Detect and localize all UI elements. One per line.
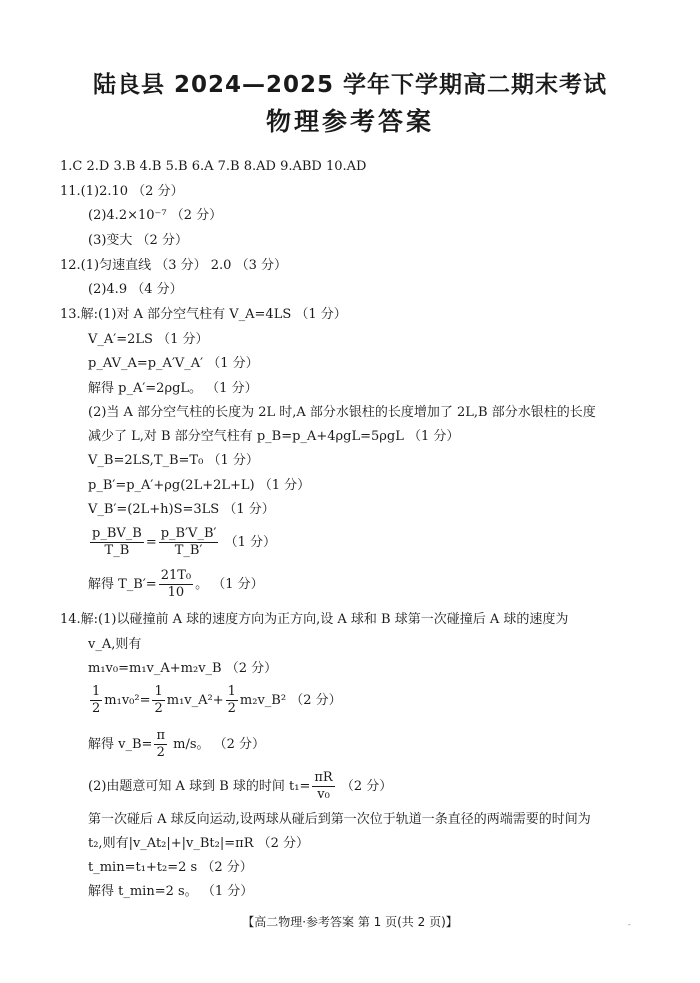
- page-footer: 【高二物理·参考答案 第 1 页(共 2 页)】: [242, 915, 458, 929]
- line-text: m₁v₀²=: [104, 693, 151, 708]
- fraction-denominator: T_B: [104, 543, 130, 558]
- fraction: [312, 770, 334, 803]
- answer-line-14-6: [88, 770, 392, 803]
- answer-line-14-9: t_min=t₁+t₂=2 s （2 分）: [88, 860, 253, 875]
- answer-line-13-2: V_A′=2LS （1 分）: [88, 332, 209, 347]
- fraction-denominator: 2: [227, 701, 236, 716]
- fraction: [159, 526, 219, 559]
- page-subtitle: 物理参考答案: [265, 107, 434, 136]
- fraction-numerator: p_BV_B: [92, 526, 142, 541]
- fraction-denominator: T_B′: [174, 543, 203, 558]
- answer-line-14-8: t₂,则有|v_At₂|+|v_Bt₂|=πR （2 分）: [88, 836, 310, 851]
- fraction-denominator: 10: [167, 585, 185, 600]
- fraction-numerator: 1: [227, 684, 236, 699]
- score-note: （2 分）: [336, 779, 393, 794]
- answer-line-13-3: p_AV_A=p_A′V_A′ （1 分）: [88, 356, 259, 371]
- fraction: [159, 568, 193, 601]
- answer-line-13-11: [88, 568, 264, 601]
- answer-line-13-1: 13.解:(1)对 A 部分空气柱有 V_A=4LS （1 分）: [60, 307, 347, 322]
- fraction: [154, 728, 167, 761]
- line-text: 解得 T_B′=: [88, 577, 157, 592]
- score-note: 。 （1 分）: [195, 577, 264, 592]
- answer-line-13-6: 减少了 L,对 B 部分空气柱有 p_B=p_A+4ρgL=5ρgL （1 分）: [88, 429, 460, 444]
- fraction-numerator: πR: [314, 770, 333, 785]
- fraction: [90, 526, 144, 559]
- answer-line-13-9: V_B′=(2L+h)S=3LS （1 分）: [88, 502, 275, 517]
- line-text: 解得 v_B=: [88, 737, 153, 752]
- fraction-denominator: 2: [92, 701, 101, 716]
- score-note: m/s。 （2 分）: [168, 737, 266, 752]
- fraction-numerator: p_B′V_B′: [160, 526, 217, 541]
- answer-line-11-2: (2)4.2×10⁻⁷ （2 分）: [88, 208, 223, 223]
- fraction-numerator: 1: [92, 684, 101, 699]
- score-note: （1 分）: [224, 535, 277, 550]
- answer-line-11-3: (3)变大 （2 分）: [88, 233, 188, 248]
- answer-line-14-10: 解得 t_min=2 s。 （1 分）: [88, 884, 254, 899]
- answer-line-12-2: (2)4.9 （4 分）: [88, 282, 183, 297]
- fraction: [226, 684, 238, 717]
- fraction: [90, 684, 102, 717]
- answer-line-14-7: 第一次碰后 A 球反向运动,设两球从碰后到第一次位于轨道一条直径的两端需要的时间为: [88, 812, 591, 827]
- fraction-denominator: 2: [156, 745, 165, 760]
- answer-line-11-1: 11.(1)2.10 （2 分）: [60, 184, 184, 199]
- answer-line-13-7: V_B=2LS,T_B=T₀ （1 分）: [88, 453, 259, 468]
- answer-line-12-1: 12.(1)匀速直线 （3 分） 2.0 （3 分）: [60, 258, 287, 273]
- answer-line-13-4: 解得 p_A′=2ρgL。 （1 分）: [88, 381, 258, 396]
- answer-line-13-5: (2)当 A 部分空气柱的长度为 2L 时,A 部分水银柱的长度增加了 2L,B 部分水银柱的长度: [88, 405, 596, 420]
- line-text: m₂v_B² （2 分）: [239, 693, 342, 708]
- equals-sign: =: [145, 535, 157, 550]
- answer-line-14-2: v_A,则有: [88, 637, 142, 652]
- fraction-numerator: 1: [154, 684, 163, 699]
- line-text: m₁v_A²+: [166, 693, 224, 708]
- answer-line-13-10: [88, 526, 276, 559]
- line-text: (2)由题意可知 A 球到 B 球的时间 t₁=: [88, 779, 311, 794]
- corner-mark: -: [628, 920, 631, 929]
- answer-line-14-3: m₁v₀=m₁v_A+m₂v_B （2 分）: [88, 661, 278, 676]
- answer-line-14-1: 14.解:(1)以碰撞前 A 球的速度方向为正方向,设 A 球和 B 球第一次碰撞后 A 球的速度为: [60, 612, 569, 627]
- fraction-denominator: 2: [154, 701, 163, 716]
- answer-line-choices: 1.C 2.D 3.B 4.B 5.B 6.A 7.B 8.AD 9.ABD 10.AD: [60, 159, 367, 174]
- fraction-denominator: v₀: [317, 787, 330, 802]
- fraction-numerator: π: [156, 728, 165, 743]
- answer-line-13-8: p_B′=p_A′+ρg(2L+2L+L) （1 分）: [88, 478, 311, 493]
- fraction-numerator: 21T₀: [160, 568, 192, 583]
- answer-line-14-5: [88, 728, 265, 761]
- fraction: [152, 684, 164, 717]
- page-title: 陆良县 2024—2025 学年下学期高二期末考试: [92, 72, 608, 98]
- answer-line-14-4: [88, 684, 342, 717]
